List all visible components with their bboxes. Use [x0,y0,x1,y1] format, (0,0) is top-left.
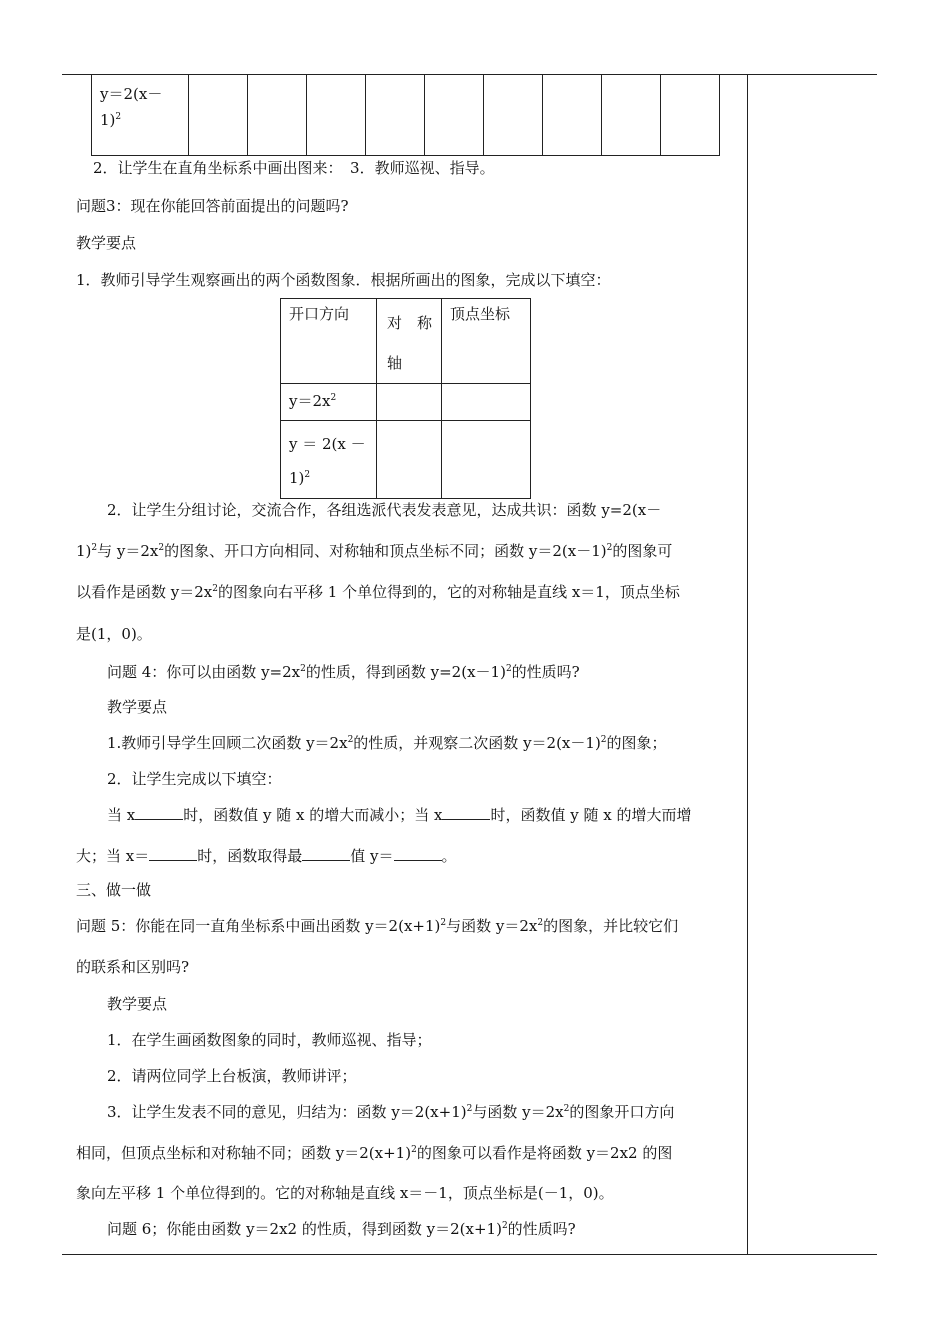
fill-blank-line1: 当 x 时，函数值 y 随 x 的增大而减小；当 x 时，函数值 y 随 x 的增大而增 [107,806,692,824]
point-2-line1: 2．让学生分组讨论，交流合作，各组选派代表发表意见，达成共识：函数 y=2(x－ [107,501,662,519]
fill-blank-line2: 大；当 x＝ 时，函数取得最 值 y＝ 。 [76,847,457,865]
answer-cell[interactable] [442,384,531,421]
value-cell[interactable] [602,75,661,156]
key-point-3-line3: 象向左平移 1 个单位得到的。它的对称轴是直线 x＝－1，顶点坐标是(－1，0)。 [76,1184,614,1202]
point-2-line2: 1)$^2$与 $y=2x^2$的图象、开口方向相同、对称轴和顶点坐标不同；函数 $y=2(x-1)^2$的图象可 [76,542,673,560]
instruction-line: 2．让学生在直角坐标系中画出图来： 3．教师巡视、指导。 [93,159,495,177]
question-4: 问题 4：你可以由函数 $y=2x^2$的性质，得到函数 $y=2(x-1)^2$的性质吗? [107,663,580,681]
key-point-3-line2: 相同，但顶点坐标和对称轴不同；函数 $y=2(x+1)^2$的图象可以看作是将函数 y＝2x2 的图 [76,1144,673,1162]
value-cell[interactable] [248,75,307,156]
value-cell[interactable] [543,75,602,156]
header-axis: 对 称 [387,314,433,332]
question-3: 问题3：现在你能回答前面提出的问题吗? [76,197,349,215]
value-cell[interactable] [307,75,366,156]
section-heading: 教学要点 [107,698,168,716]
answer-cell[interactable] [377,421,442,499]
section-three-heading: 三、做一做 [76,881,152,899]
teaching-point-1: 1.教师引导学生回顾二次函数 $y=2x^2$的性质，并观察二次函数 $y=2(x-1)^2$的图象； [107,734,667,752]
point-2-line4: 是(1，0)。 [76,625,152,643]
row-label-cell: y＝2(x－ 1)$^2$ [92,75,189,156]
question-5-line1: 问题 5：你能在同一直角坐标系中画出函数 $y=2(x+1)^2$与函数 $y=2x^2$的图象，并比较它们 [76,917,679,935]
teaching-point-2: 2．让学生完成以下填空： [107,770,282,788]
row-y-2x-1-2: y ＝ 2(x － 1)$^2$ [289,435,366,487]
value-cell[interactable] [661,75,720,156]
blank-field[interactable] [442,819,490,820]
section-heading: 教学要点 [76,234,137,252]
question-6: 问题 6；你能由函数 y＝2x2 的性质，得到函数 $y=2(x+1)^2$的性质吗? [107,1220,576,1238]
key-point-3-line1: 3．让学生发表不同的意见，归结为：函数 $y=2(x+1)^2$与函数 $y=2x^2$的图象开口方向 [107,1103,675,1121]
question-5-line2: 的联系和区别吗? [76,958,190,976]
blank-field[interactable] [302,860,350,861]
section-heading: 教学要点 [107,995,168,1013]
answer-cell[interactable] [377,384,442,421]
row-y-2x2: $y=2x^2$ [289,392,337,410]
value-cell[interactable] [366,75,425,156]
properties-table: 开口方向 对 称 轴 顶点坐标 $y=2x^2$ y ＝ 2(x － 1)$^2$ [280,298,531,499]
point-2-line3: 以看作是函数 $y=2x^2$的图象向右平移 1 个单位得到的，它的对称轴是直线 x＝1，顶点坐标 [76,583,680,601]
blank-field[interactable] [149,860,197,861]
value-cell[interactable] [425,75,484,156]
header-opening: 开口方向 [289,305,350,323]
row-label: y＝2(x－ [100,85,163,103]
value-cell[interactable] [484,75,543,156]
header-vertex: 顶点坐标 [450,305,511,323]
blank-field[interactable] [394,860,442,861]
page-bottom-rule [62,1254,877,1255]
blank-field[interactable] [135,819,183,820]
value-cell[interactable] [189,75,248,156]
column-divider [747,74,748,1254]
key-point-2: 2．请两位同学上台板演，教师讲评； [107,1067,357,1085]
key-point-1: 1．在学生画函数图象的同时，教师巡视、指导； [107,1031,432,1049]
point-1: 1．教师引导学生观察画出的两个函数图象．根据所画出的图象，完成以下填空： [76,271,611,289]
answer-cell[interactable] [442,421,531,499]
value-table-continued [91,74,720,156]
